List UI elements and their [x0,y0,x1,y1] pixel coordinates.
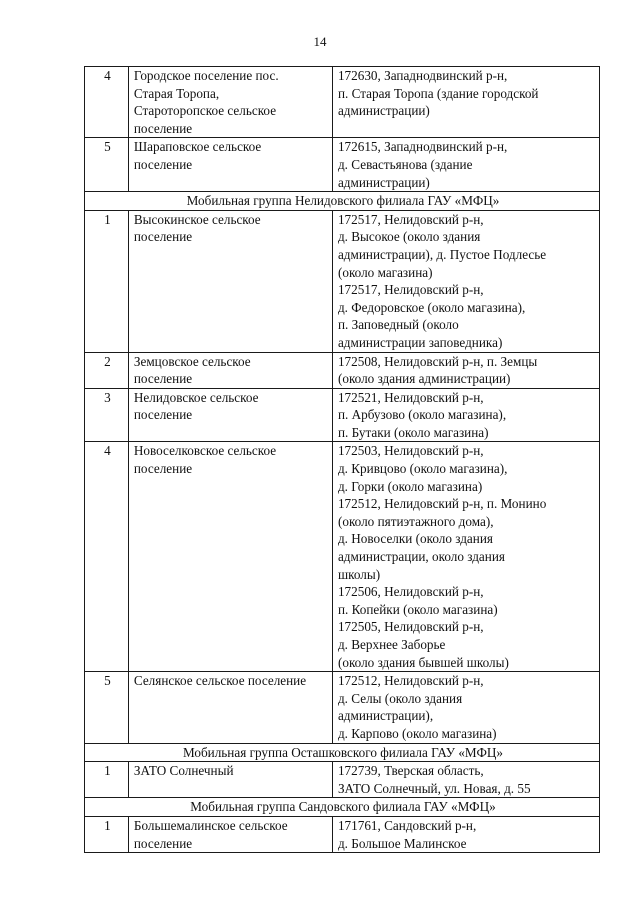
address-line: 172503, Нелидовский р-н, [337,443,484,459]
address-line: д. Большое Малинское [337,835,467,851]
address-line: п. Копейки (около магазина) [337,601,498,617]
address-cell [332,138,599,192]
table-row [85,672,600,743]
settlement-name-line: поселение [133,156,193,172]
address-line: д. Карпово (около магазина) [337,725,497,741]
settlement-name-line: поселение [133,407,193,423]
row-number: 3 [85,388,129,442]
address-line: администрации), [337,708,434,724]
address-cell [332,210,599,352]
row-number: 5 [85,672,129,743]
section-header-row [85,192,600,211]
row-number: 2 [85,352,129,388]
address-line: 172512, Нелидовский р-н, [337,673,484,689]
table-row [85,210,600,352]
address-line: (около здания бывшей школы) [337,654,509,670]
address-line: администрации, около здания [337,549,505,565]
settlement-name-line: Старотoропское сельское [133,103,277,119]
address-cell [332,388,599,442]
settlement-name-cell [128,672,332,743]
locations-table [84,66,600,853]
address-line: п. Заповедный (около [337,317,459,333]
address-line: д. Новоселки (около здания [337,531,493,547]
settlement-name-cell [128,138,332,192]
address-line: 172615, Западнодвинский р-н, [337,139,508,155]
settlement-name-cell [128,442,332,672]
table-row [85,388,600,442]
settlement-name-line: Шараповское сельское [133,139,262,155]
section-title: Мобильная группа Нелидовского филиала ГАУ «МФЦ» [85,192,600,211]
address-line: д. Селы (около здания [337,690,463,706]
settlement-name-cell [128,816,332,852]
row-number: 1 [85,210,129,352]
table-row [85,816,600,852]
settlement-name-line: ЗАТО Солнечный [133,763,234,779]
table-row [85,762,600,798]
address-line: 172521, Нелидовский р-н, [337,389,484,405]
table-row [85,138,600,192]
address-cell [332,442,599,672]
settlement-name-line: поселение [133,229,193,245]
settlement-name-line: поселение [133,461,193,477]
address-line: д. Высокое (около здания [337,229,481,245]
settlement-name-cell [128,67,332,138]
address-line: администрации) [337,103,430,119]
address-line: п. Старая Торопа (здание городской [337,85,539,101]
table-row [85,442,600,672]
address-line: школы) [337,566,381,582]
address-line: 172505, Нелидовский р-н, [337,619,484,635]
address-line: 171761, Сандовский р-н, [337,817,477,833]
address-line: ЗАТО Солнечный, ул. Новая, д. 55 [337,780,531,796]
address-line: администрации), д. Пустое Подлесье [337,246,547,262]
address-line: д. Федоровское (около магазина), [337,299,526,315]
row-number: 4 [85,67,129,138]
address-line: 172512, Нелидовский р-н, п. Монино [337,496,547,512]
address-line: (около пятиэтажного дома), [337,513,494,529]
address-cell [332,762,599,798]
address-line: д. Горки (около магазина) [337,478,483,494]
address-line: д. Севастьянова (здание [337,156,473,172]
section-header-row [85,798,600,817]
settlement-name-line: Большемалинское сельское [133,817,288,833]
address-line: (около здания администрации) [337,371,511,387]
address-cell [332,67,599,138]
page-number: 14 [313,34,327,49]
address-line: администрации заповедника) [337,334,503,350]
section-title: Мобильная группа Сандовского филиала ГАУ «МФЦ» [85,798,600,817]
section-title: Мобильная группа Осташковского филиала ГАУ «МФЦ» [85,743,600,762]
row-number: 1 [85,816,129,852]
settlement-name-line: поселение [133,371,193,387]
address-line: п. Бутаки (около магазина) [337,424,489,440]
table-row [85,67,600,138]
address-line: 172630, Западнодвинский р-н, [337,68,508,83]
settlement-name-cell [128,388,332,442]
address-line: 172739, Тверская область, [337,763,484,779]
address-line: 172517, Нелидовский р-н, [337,211,484,227]
row-number: 5 [85,138,129,192]
row-number: 1 [85,762,129,798]
address-line: 172508, Нелидовский р-н, п. Земцы [337,353,538,369]
settlement-name-cell [128,352,332,388]
row-number: 4 [85,442,129,672]
settlement-name-line: Нелидовское сельское [133,389,259,405]
settlement-name-cell [128,210,332,352]
address-cell [332,672,599,743]
table-row [85,352,600,388]
address-line: 172517, Нелидовский р-н, [337,282,484,298]
address-cell [332,352,599,388]
settlement-name-line: поселение [133,120,193,136]
address-line: (около магазина) [337,264,433,280]
settlement-name-line: Высокинское сельское [133,211,261,227]
settlement-name-line: поселение [133,835,193,851]
address-line: д. Верхнее Заборье [337,637,446,652]
settlement-name-line: Городское поселение пос. [133,68,279,83]
address-line: 172506, Нелидовский р-н, [337,584,484,600]
settlement-name-line: Земцовское сельское [133,353,251,369]
address-cell [332,816,599,852]
settlement-name-cell [128,762,332,798]
settlement-name-line: Старая Торопа, [133,85,220,101]
settlement-name-line: Селянское сельское поселение [133,673,307,689]
address-line: д. Кривцово (около магазина), [337,461,508,477]
section-header-row [85,743,600,762]
address-line: п. Арбузово (около магазина), [337,407,507,423]
settlement-name-line: Новоселковское сельское [133,443,277,459]
address-line: администрации) [337,174,430,190]
